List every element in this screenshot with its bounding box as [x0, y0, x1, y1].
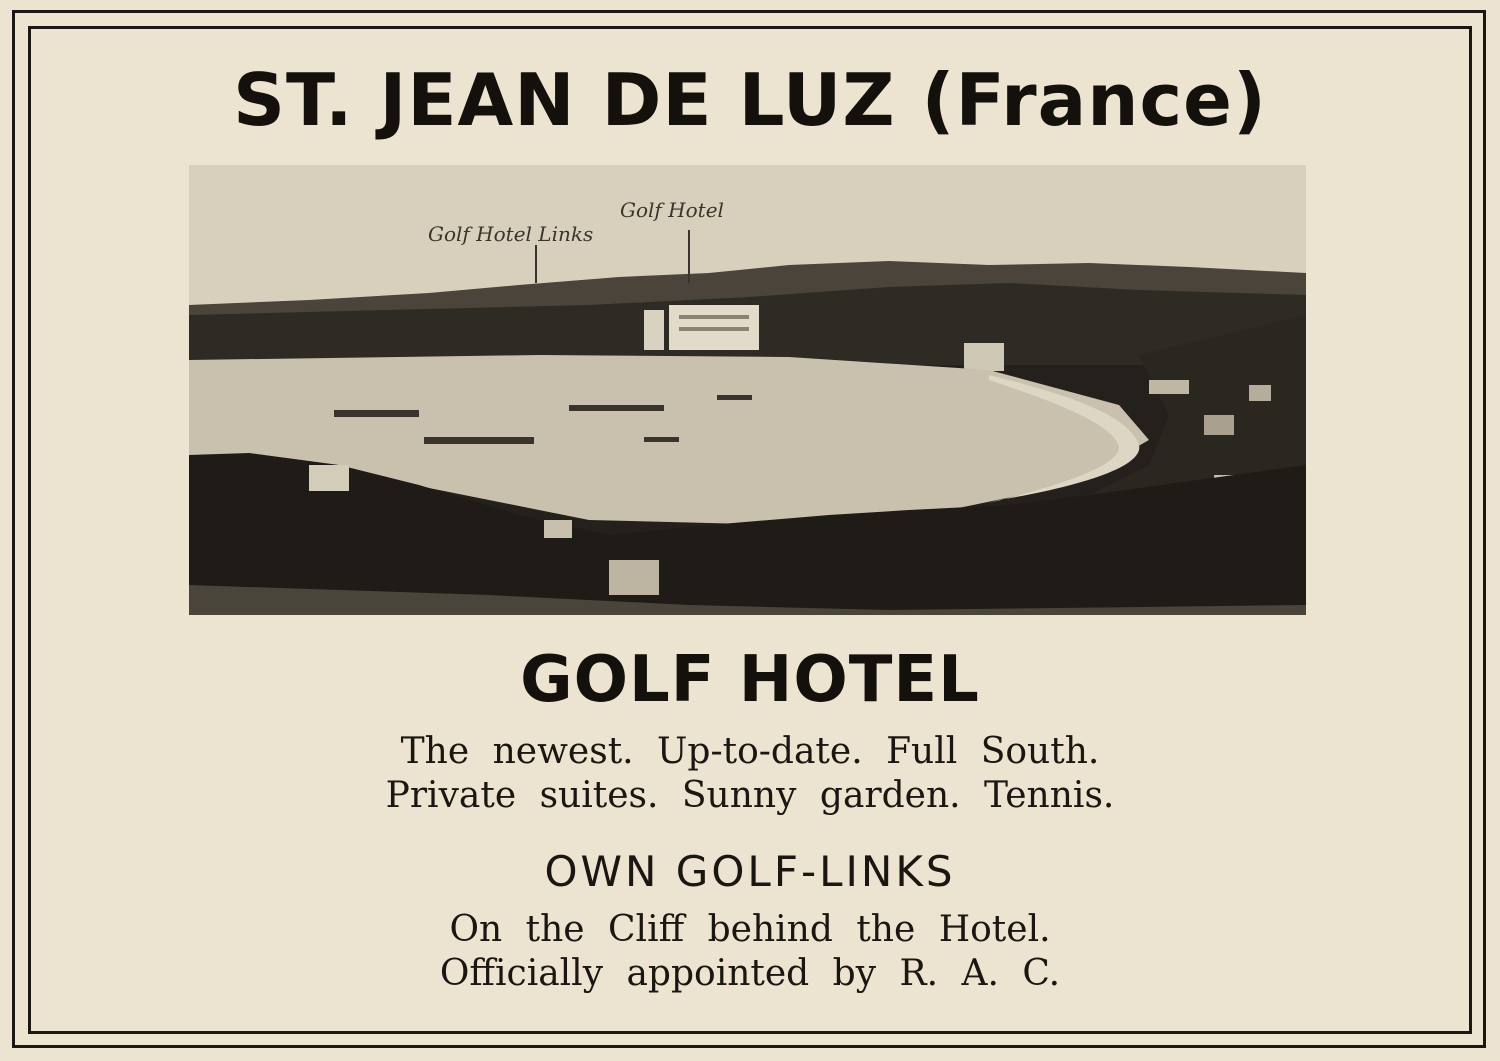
details-line: Officially appointed by R. A. C. — [439, 953, 1061, 994]
features-line: Private suites. Sunny garden. Tennis. — [385, 775, 1115, 816]
golf-links-details — [0, 908, 1500, 996]
photo-label-golf-hotel-links: Golf Hotel Links — [428, 222, 594, 246]
hotel-name: GOLF HOTEL — [520, 643, 980, 717]
headline: ST. JEAN DE LUZ (France) — [233, 58, 1267, 142]
photo-label-golf-hotel: Golf Hotel — [620, 198, 724, 222]
features-block — [0, 730, 1500, 818]
features-line: The newest. Up-to-date. Full South. — [400, 731, 1100, 772]
bay-photograph — [189, 165, 1306, 615]
details-line: On the Cliff behind the Hotel. — [449, 909, 1051, 950]
golf-links-title: OWN GOLF-LINKS — [544, 847, 956, 896]
